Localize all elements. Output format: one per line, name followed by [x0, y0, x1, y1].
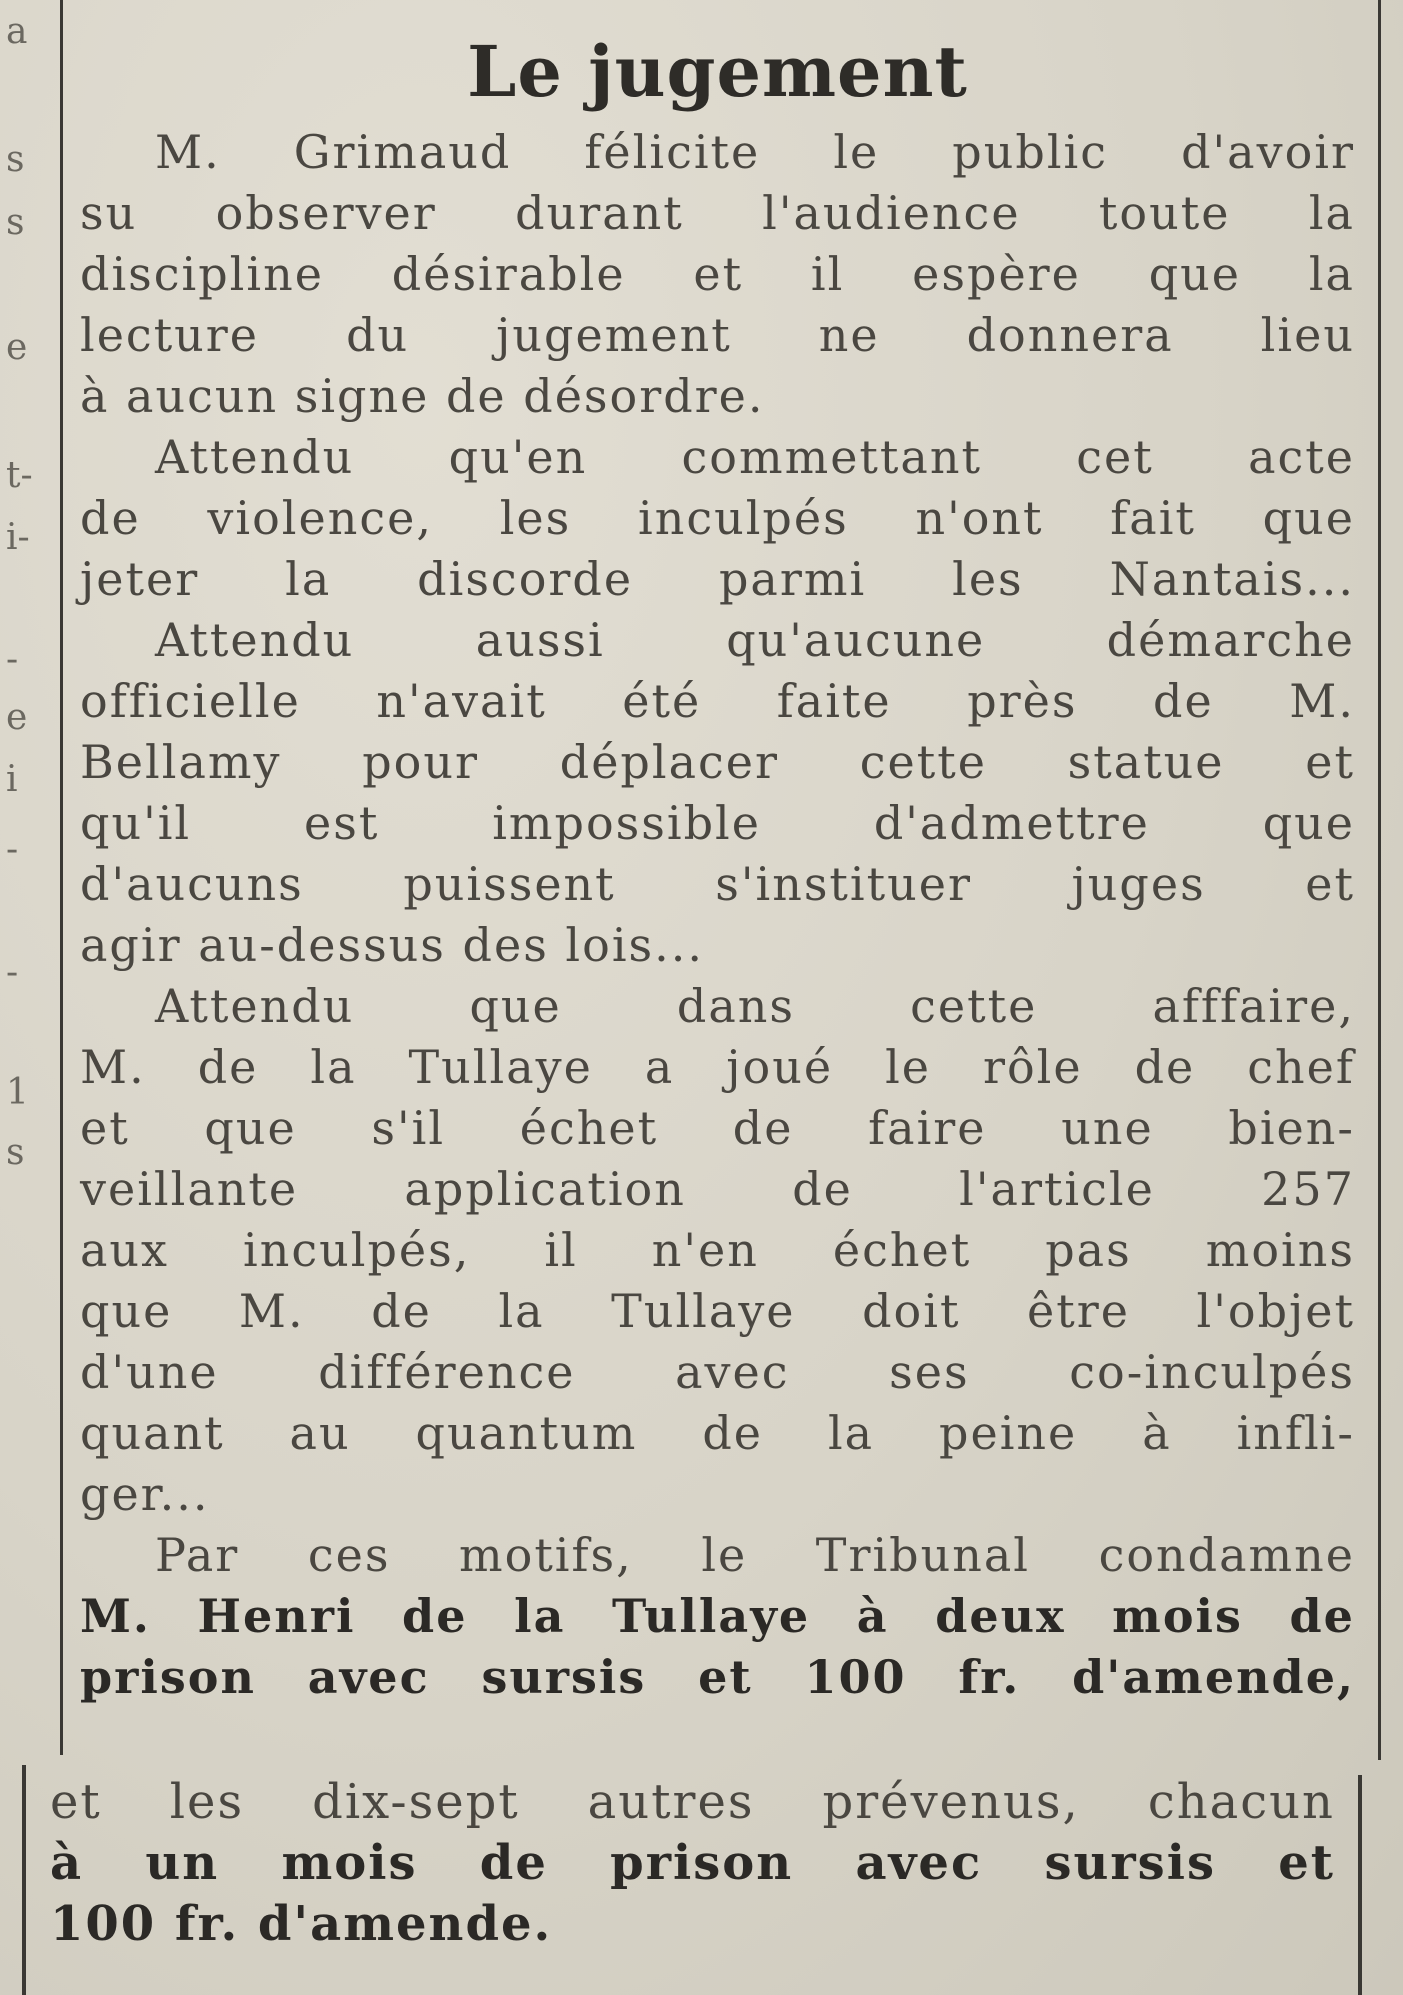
text-line: Par ces motifs, le Tribunal condamne: [155, 1528, 1355, 1582]
column-rule-left-lower: [22, 1765, 26, 1995]
text-line: Attendu aussi qu'aucune démarche: [155, 613, 1355, 667]
text-line: à aucun signe de désordre.: [80, 369, 765, 423]
text-line: de violence, les inculpés n'ont fait que: [80, 491, 1355, 545]
column-fragment: e: [6, 697, 28, 738]
text-line-bold: M. Henri de la Tullaye à deux mois de: [80, 1589, 1355, 1643]
text-line: discipline désirable et il espère que la: [80, 247, 1355, 301]
column-fragment: s: [6, 139, 25, 180]
adjacent-column: [0, 0, 60, 1995]
text-line: veillante application de l'article 257: [80, 1162, 1355, 1216]
text-line-bold: 100 fr. d'amende.: [50, 1896, 553, 1952]
column-rule-left: [60, 0, 63, 1755]
text-line-bold: à un mois de prison avec sursis et: [50, 1835, 1335, 1891]
column-fragment: s: [6, 202, 25, 243]
column-fragment: i: [6, 759, 18, 800]
text-line: su observer durant l'audience toute la: [80, 186, 1355, 240]
column-fragment: s: [6, 1132, 25, 1173]
text-line-bold: prison avec sursis et 100 fr. d'amende,: [80, 1650, 1355, 1704]
column-fragment: e: [6, 327, 28, 368]
text-line: Attendu que dans cette afffaire,: [155, 979, 1355, 1033]
article-continuation: [50, 1772, 1335, 1955]
column-fragment: -: [6, 952, 19, 993]
text-line: aux inculpés, il n'en échet pas moins: [80, 1223, 1355, 1277]
text-line: d'aucuns puissent s'instituer juges et: [80, 857, 1355, 911]
text-line: Attendu qu'en commettant cet acte: [155, 430, 1355, 484]
text-line: d'une différence avec ses co-inculpés: [80, 1345, 1355, 1399]
text-line: lecture du jugement ne donnera lieu: [80, 308, 1355, 362]
column-fragment: 1: [6, 1072, 29, 1113]
column-fragment: -: [6, 829, 19, 870]
text-line: jeter la discorde parmi les Nantais...: [80, 552, 1355, 606]
column-fragment: a: [6, 11, 28, 52]
text-line: ger...: [80, 1467, 210, 1521]
article: [80, 22, 1355, 1708]
column-rule-right-lower: [1358, 1775, 1362, 1995]
text-line: et que s'il échet de faire une bien-: [80, 1101, 1355, 1155]
column-fragment: -: [6, 639, 19, 680]
headline: Le jugement: [467, 30, 968, 113]
column-fragment: t-: [6, 455, 33, 496]
text-line: agir au-dessus des lois...: [80, 918, 705, 972]
text-line: Bellamy pour déplacer cette statue et: [80, 735, 1355, 789]
text-line: officielle n'avait été faite près de M.: [80, 674, 1355, 728]
text-line: M. Grimaud félicite le public d'avoir: [155, 125, 1355, 179]
text-line: quant au quantum de la peine à infli-: [80, 1406, 1355, 1460]
text-line: qu'il est impossible d'admettre que: [80, 796, 1355, 850]
text-line: que M. de la Tullaye doit être l'objet: [80, 1284, 1355, 1338]
text-line: M. de la Tullaye a joué le rôle de chef: [80, 1040, 1355, 1094]
column-rule-right: [1378, 0, 1381, 1760]
text-line: et les dix-sept autres prévenus, chacun: [50, 1774, 1335, 1830]
column-fragment: i-: [6, 517, 30, 558]
